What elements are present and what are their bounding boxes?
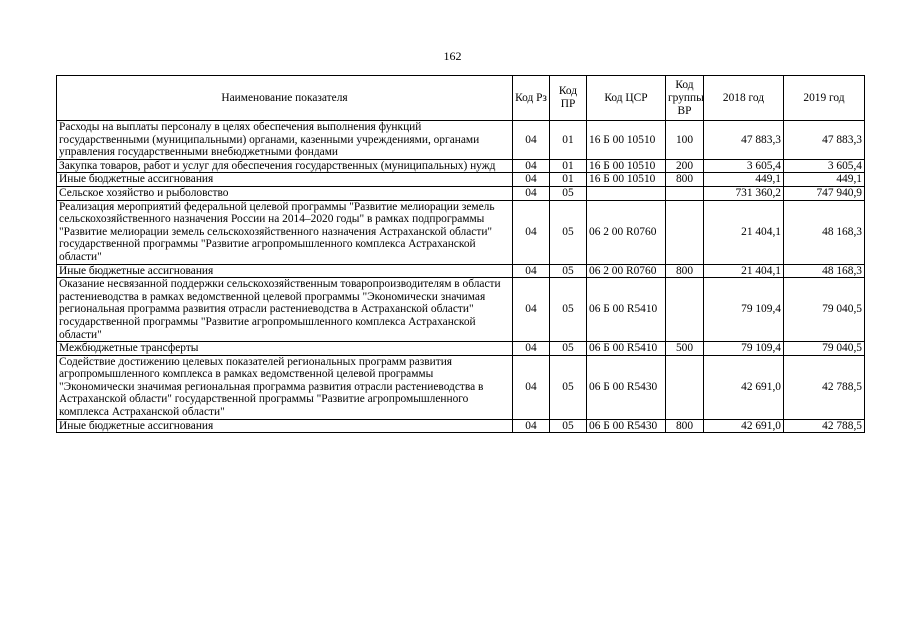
cell-2019: 449,1	[784, 173, 865, 187]
cell-2018: 42 691,0	[704, 355, 784, 419]
header-vr: Код группы ВР	[666, 76, 704, 121]
cell-2019: 48 168,3	[784, 264, 865, 278]
cell-rz: 04	[513, 278, 550, 342]
cell-csr: 16 Б 00 10510	[587, 173, 666, 187]
header-2018: 2018 год	[704, 76, 784, 121]
cell-rz: 04	[513, 342, 550, 356]
cell-csr: 06 Б 00 R5430	[587, 355, 666, 419]
cell-2018: 731 360,2	[704, 186, 784, 200]
cell-csr: 16 Б 00 10510	[587, 121, 666, 160]
cell-vr	[666, 200, 704, 264]
cell-rz: 04	[513, 186, 550, 200]
cell-vr: 100	[666, 121, 704, 160]
cell-rz: 04	[513, 264, 550, 278]
cell-rz: 04	[513, 121, 550, 160]
table-row	[57, 355, 865, 419]
cell-rz: 04	[513, 200, 550, 264]
cell-2018: 449,1	[704, 173, 784, 187]
table-row	[57, 200, 865, 264]
cell-2019: 79 040,5	[784, 342, 865, 356]
table-row	[57, 342, 865, 356]
cell-2019: 747 940,9	[784, 186, 865, 200]
cell-name: Реализация мероприятий федеральной целевой программы "Развитие мелиорации земель сельскохозяйственного назначения России на 2014–2020 годы" в рамках подпрограммы "Развитие мелиорации земель сельскохозяйственного назначения Астраханской области" государственной программы "Развитие агропромышленного комплекса Астраханской области"	[57, 200, 513, 264]
cell-2019: 42 788,5	[784, 355, 865, 419]
table-row	[57, 264, 865, 278]
cell-pr: 01	[550, 121, 587, 160]
cell-2019: 48 168,3	[784, 200, 865, 264]
table-row	[57, 173, 865, 187]
page-number: 162	[443, 49, 462, 63]
header-rz: Код Рз	[513, 76, 550, 121]
table-row	[57, 419, 865, 433]
cell-pr: 05	[550, 200, 587, 264]
table-body	[57, 121, 865, 433]
cell-vr: 800	[666, 419, 704, 433]
cell-2019: 3 605,4	[784, 159, 865, 173]
cell-vr	[666, 355, 704, 419]
cell-2019: 47 883,3	[784, 121, 865, 160]
cell-pr: 05	[550, 419, 587, 433]
cell-vr: 800	[666, 173, 704, 187]
cell-2018: 3 605,4	[704, 159, 784, 173]
cell-pr: 05	[550, 355, 587, 419]
cell-2018: 21 404,1	[704, 264, 784, 278]
cell-name: Оказание несвязанной поддержки сельскохозяйственным товаропроизводителям в области растениеводства в рамках ведомственной целевой программы "Экономически значимая региональная программа развития отрасли растениеводства в Астраханской области" государственной программы "Развитие агропромышленного комплекса Астраханской области"	[57, 278, 513, 342]
cell-name: Иные бюджетные ассигнования	[57, 173, 513, 187]
cell-csr: 06 2 00 R0760	[587, 200, 666, 264]
cell-vr: 800	[666, 264, 704, 278]
cell-csr: 06 Б 00 R5430	[587, 419, 666, 433]
cell-rz: 04	[513, 173, 550, 187]
cell-pr: 01	[550, 159, 587, 173]
cell-name: Содействие достижению целевых показателей региональных программ развития агропромышленного комплекса в рамках ведомственной целевой программы "Экономически значимая региональная программа развития отрасли растениеводства в Астраханской области" государственной программы "Развитие агропромышленного комплекса Астраханской области"	[57, 355, 513, 419]
cell-name: Закупка товаров, работ и услуг для обеспечения государственных (муниципальных) нужд	[57, 159, 513, 173]
cell-rz: 04	[513, 159, 550, 173]
cell-csr: 06 2 00 R0760	[587, 264, 666, 278]
cell-csr: 06 Б 00 R5410	[587, 342, 666, 356]
cell-vr	[666, 186, 704, 200]
budget-table	[56, 75, 865, 433]
header-2019: 2019 год	[784, 76, 865, 121]
header-name: Наименование показателя	[57, 76, 513, 121]
cell-2018: 21 404,1	[704, 200, 784, 264]
cell-pr: 05	[550, 278, 587, 342]
cell-name: Иные бюджетные ассигнования	[57, 264, 513, 278]
cell-pr: 05	[550, 342, 587, 356]
cell-2018: 79 109,4	[704, 342, 784, 356]
cell-csr	[587, 186, 666, 200]
table-header-row	[57, 76, 865, 121]
cell-2018: 42 691,0	[704, 419, 784, 433]
table-row	[57, 278, 865, 342]
cell-csr: 06 Б 00 R5410	[587, 278, 666, 342]
header-pr: Код ПР	[550, 76, 587, 121]
cell-rz: 04	[513, 419, 550, 433]
table-row	[57, 186, 865, 200]
cell-csr: 16 Б 00 10510	[587, 159, 666, 173]
cell-2018: 79 109,4	[704, 278, 784, 342]
cell-pr: 01	[550, 173, 587, 187]
cell-2019: 79 040,5	[784, 278, 865, 342]
cell-2019: 42 788,5	[784, 419, 865, 433]
table-row	[57, 121, 865, 160]
cell-vr	[666, 278, 704, 342]
cell-pr: 05	[550, 264, 587, 278]
cell-2018: 47 883,3	[704, 121, 784, 160]
header-csr: Код ЦСР	[587, 76, 666, 121]
cell-name: Межбюджетные трансферты	[57, 342, 513, 356]
cell-name: Расходы на выплаты персоналу в целях обеспечения выполнения функций государственными (муниципальными) органами, казенными учреждениями, органами управления государственными внебюджетными фондами	[57, 121, 513, 160]
table-row	[57, 159, 865, 173]
cell-vr: 500	[666, 342, 704, 356]
cell-pr: 05	[550, 186, 587, 200]
cell-vr: 200	[666, 159, 704, 173]
cell-name: Сельское хозяйство и рыболовство	[57, 186, 513, 200]
cell-rz: 04	[513, 355, 550, 419]
cell-name: Иные бюджетные ассигнования	[57, 419, 513, 433]
